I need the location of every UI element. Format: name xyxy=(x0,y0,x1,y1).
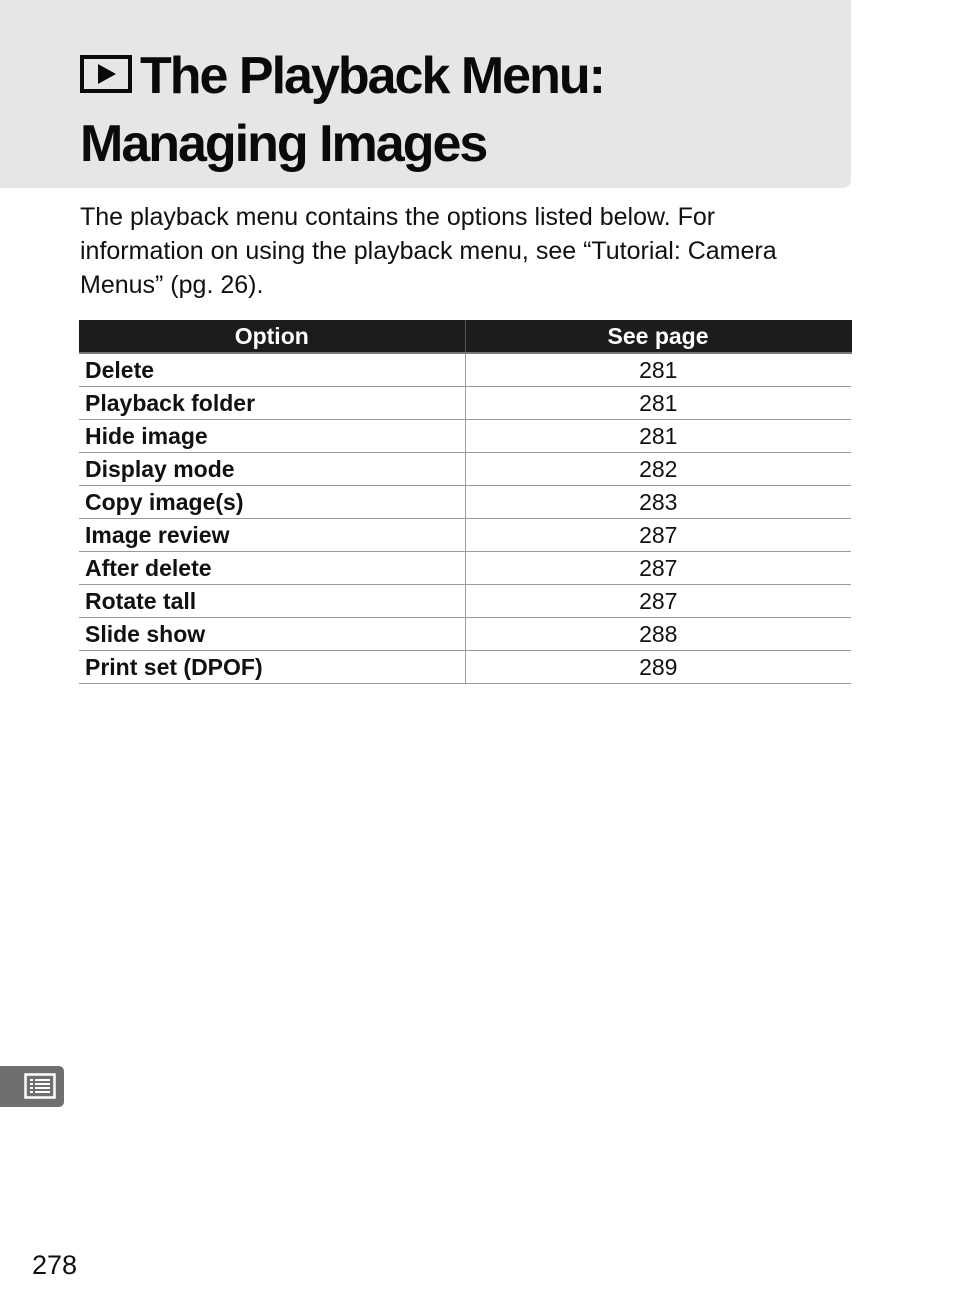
option-cell: Playback folder xyxy=(79,387,465,420)
table-header-row xyxy=(79,320,851,353)
playback-icon xyxy=(80,55,132,93)
table-row xyxy=(79,552,851,585)
table-row xyxy=(79,453,851,486)
table-row xyxy=(79,585,851,618)
option-cell: After delete xyxy=(79,552,465,585)
table-row xyxy=(79,387,851,420)
table-row xyxy=(79,420,851,453)
option-cell: Rotate tall xyxy=(79,585,465,618)
page-cell: 281 xyxy=(465,420,851,453)
table-row xyxy=(79,618,851,651)
option-cell: Hide image xyxy=(79,420,465,453)
options-table xyxy=(79,320,852,684)
menu-list-icon xyxy=(24,1073,56,1099)
option-cell: Copy image(s) xyxy=(79,486,465,519)
title-text-1: The Playback Menu: xyxy=(140,47,604,105)
page-cell: 281 xyxy=(465,387,851,420)
option-cell: Image review xyxy=(79,519,465,552)
option-cell: Delete xyxy=(79,353,465,387)
section-side-tab xyxy=(0,1066,64,1107)
page-cell: 287 xyxy=(465,585,851,618)
intro-paragraph: The playback menu contains the options listed below. For information on using the playback menu, see “Tutorial: Camera Menus” (pg. 26). xyxy=(80,203,777,299)
page-number: 278 xyxy=(32,1250,78,1280)
page-cell: 287 xyxy=(465,552,851,585)
page-cell: 287 xyxy=(465,519,851,552)
page-cell: 283 xyxy=(465,486,851,519)
page-cell: 288 xyxy=(465,618,851,651)
table-row xyxy=(79,353,851,387)
page-title xyxy=(80,42,604,178)
title-line-1 xyxy=(80,42,604,110)
option-cell: Print set (DPOF) xyxy=(79,651,465,684)
table-row xyxy=(79,651,851,684)
page-cell: 289 xyxy=(465,651,851,684)
title-band xyxy=(0,0,851,188)
option-cell: Slide show xyxy=(79,618,465,651)
page-cell: 282 xyxy=(465,453,851,486)
table-row xyxy=(79,486,851,519)
column-header-see-page: See page xyxy=(465,320,851,353)
page-cell: 281 xyxy=(465,353,851,387)
title-line-2: Managing Images xyxy=(80,115,487,173)
option-cell: Display mode xyxy=(79,453,465,486)
table-row xyxy=(79,519,851,552)
column-header-option: Option xyxy=(79,320,465,353)
